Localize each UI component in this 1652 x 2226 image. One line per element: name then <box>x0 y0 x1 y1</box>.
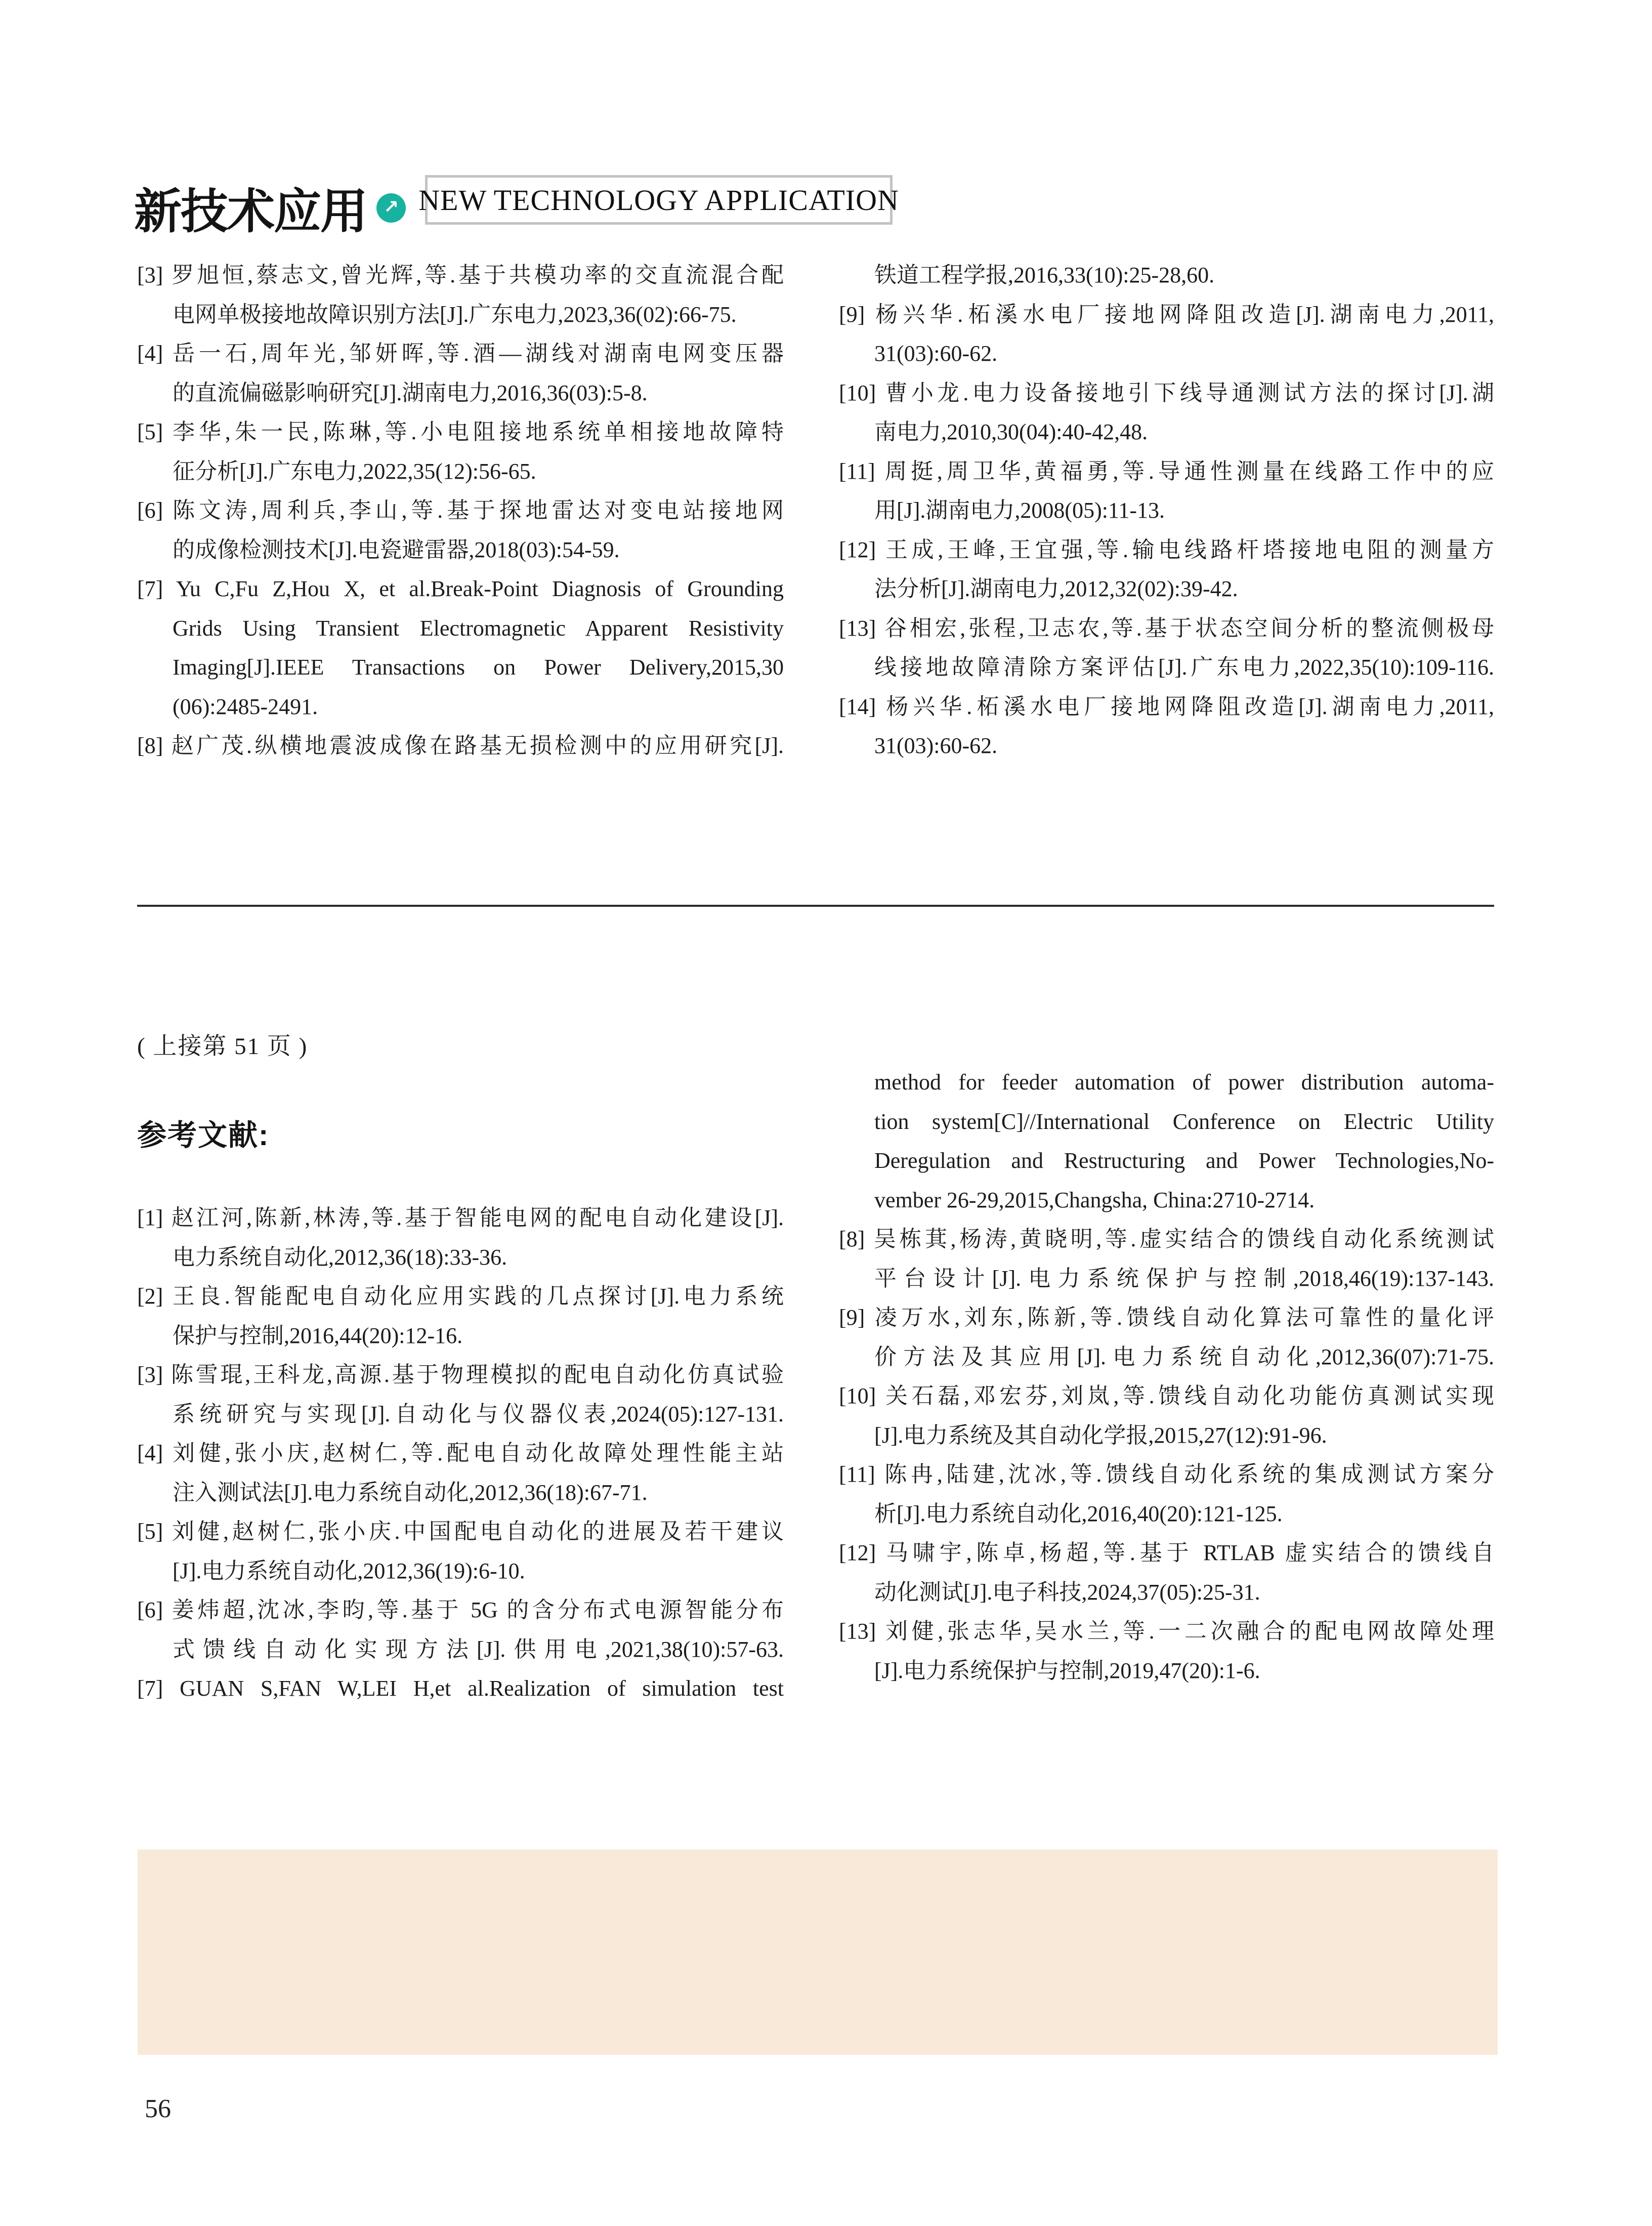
reference-line: [10] 关石磊,邓宏芬,刘岚,等.馈线自动化功能仿真测试实现 <box>839 1383 1494 1408</box>
reference-line: [J].电力系统自动化,2012,36(19):6-10. <box>173 1558 525 1583</box>
reference-line: 系统研究与实现[J].自动化与仪器仪表,2024(05):127-131. <box>173 1401 784 1426</box>
reference-line: [J].电力系统保护与控制,2019,47(20):1-6. <box>874 1658 1260 1683</box>
reference-line: [9] 凌万水,刘东,陈新,等.馈线自动化算法可靠性的量化评 <box>839 1305 1494 1330</box>
reference-line: 价方法及其应用[J].电力系统自动化,2012,36(07):71-75. <box>874 1344 1494 1369</box>
reference-line: [3] 陈雪琨,王科龙,高源.基于物理模拟的配电自动化仿真试验 <box>137 1362 784 1387</box>
reference-line: 征分析[J].广东电力,2022,35(12):56-65. <box>173 458 536 484</box>
reference-line: [6] 陈文涛,周利兵,李山,等.基于探地雷达对变电站接地网 <box>137 498 784 523</box>
reference-line: [3] 罗旭恒,蔡志文,曾光辉,等.基于共模功率的交直流混合配 <box>137 263 784 287</box>
reference-line: 用[J].湖南电力,2008(05):11-13. <box>874 498 1165 523</box>
section-title-box <box>418 175 899 225</box>
reference-line: [8] 吴栋萁,杨涛,黄晓明,等.虚实结合的馈线自动化系统测试 <box>839 1227 1494 1251</box>
reference-line: tion system[C]//International Conference on Electric Utility <box>874 1109 1494 1134</box>
reference-line: [5] 李华,朱一民,陈琳,等.小电阻接地系统单相接地故障特 <box>137 419 784 444</box>
page-title-en: NEW TECHNOLOGY APPLICATION <box>418 183 899 217</box>
reference-line: [4] 岳一石,周年光,邹妍晖,等.酒—湖线对湖南电网变压器 <box>137 341 784 366</box>
reference-line: [9] 杨兴华.柘溪水电厂接地网降阻改造[J].湖南电力,2011, <box>839 302 1494 327</box>
arrow-up-right-icon: ↗ <box>383 197 399 218</box>
reference-line: [8] 赵广茂.纵横地震波成像在路基无损检测中的应用研究[J]. <box>137 733 784 758</box>
references-bottom-right-column <box>839 1063 1494 1690</box>
reference-line: 的成像检测技术[J].电瓷避雷器,2018(03):54-59. <box>173 537 620 562</box>
reference-line: [10] 曹小龙.电力设备接地引下线导通测试方法的探讨[J].湖 <box>839 380 1494 405</box>
reference-line: 电力系统自动化,2012,36(18):33-36. <box>173 1244 507 1270</box>
arrow-badge <box>376 193 406 223</box>
reference-line: 31(03):60-62. <box>874 341 998 366</box>
reference-line: [13] 谷相宏,张程,卫志农,等.基于状态空间分析的整流侧极母 <box>839 615 1494 641</box>
reference-line: 31(03):60-62. <box>874 733 998 758</box>
reference-line: [4] 刘健,张小庆,赵树仁,等.配电自动化故障处理性能主站 <box>137 1441 784 1465</box>
page-title: 新技术应用 <box>134 185 367 238</box>
reference-line: [13] 刘健,张志华,吴水兰,等.一二次融合的配电网故障处理 <box>839 1619 1494 1644</box>
reference-line: [2] 王良.智能配电自动化应用实践的几点探讨[J].电力系统 <box>137 1284 784 1309</box>
reference-line: Imaging[J].IEEE Transactions on Power Delivery,2015,30 <box>173 655 784 680</box>
reference-line: [12] 王成,王峰,王宜强,等.输电线路杆塔接地电阻的测量方 <box>839 537 1494 562</box>
reference-line: [11] 陈冉,陆建,沈冰,等.馈线自动化系统的集成测试方案分 <box>839 1462 1494 1487</box>
reference-line: [J].电力系统及其自动化学报,2015,27(12):91-96. <box>874 1422 1327 1448</box>
reference-line: 铁道工程学报,2016,33(10):25-28,60. <box>874 263 1215 287</box>
reference-line: [7] Yu C,Fu Z,Hou X, et al.Break-Point Diagnosis of Grounding <box>137 576 784 601</box>
reference-line: [11] 周挺,周卫华,黄福勇,等.导通性测量在线路工作中的应 <box>839 458 1494 484</box>
reference-line: 保护与控制,2016,44(20):12-16. <box>173 1323 463 1348</box>
reference-line: 动化测试[J].电子科技,2024,37(05):25-31. <box>874 1579 1260 1605</box>
references-top-left-column <box>137 256 784 766</box>
references-bottom-left-column <box>137 1198 784 1708</box>
page-number: 56 <box>145 2094 171 2123</box>
reference-line: method for feeder automation of power distribution automa- <box>874 1070 1494 1095</box>
reference-line: [14] 杨兴华.柘溪水电厂接地网降阻改造[J].湖南电力,2011, <box>839 694 1494 719</box>
reference-line: Deregulation and Restructuring and Power Technologies,No- <box>874 1148 1494 1173</box>
reference-line: 的直流偏磁影响研究[J].湖南电力,2016,36(03):5-8. <box>173 380 648 405</box>
reference-line: Grids Using Transient Electromagnetic Apparent Resistivity <box>173 615 784 641</box>
references-top-right-column <box>839 256 1494 766</box>
reference-line: 线接地故障清除方案评估[J].广东电力,2022,35(10):109-116. <box>874 655 1494 680</box>
reference-line: 式馈线自动化实现方法[J].供用电,2021,38(10):57-63. <box>173 1636 784 1662</box>
reference-line: [5] 刘健,赵树仁,张小庆.中国配电自动化的进展及若干建议 <box>137 1519 784 1544</box>
reference-line: [12] 马啸宇,陈卓,杨超,等.基于 RTLAB 虚实结合的馈线自 <box>839 1540 1494 1565</box>
reference-line: 平台设计[J].电力系统保护与控制,2018,46(19):137-143. <box>874 1266 1494 1291</box>
reference-line: 南电力,2010,30(04):40-42,48. <box>874 419 1148 444</box>
reference-line: vember 26-29,2015,Changsha, China:2710-2714. <box>874 1187 1315 1212</box>
reference-line: (06):2485-2491. <box>173 694 318 719</box>
reference-line: 电网单极接地故障识别方法[J].广东电力,2023,36(02):66-75. <box>173 302 737 327</box>
continued-note: ( 上接第 51 页 ) <box>137 1033 308 1060</box>
reference-line: [6] 姜炜超,沈冰,李昀,等.基于 5G 的含分布式电源智能分布 <box>137 1598 784 1622</box>
reference-line: 析[J].电力系统自动化,2016,40(20):121-125. <box>874 1501 1283 1526</box>
reference-line: 注入测试法[J].电力系统自动化,2012,36(18):67-71. <box>173 1480 648 1505</box>
advertisement-panel <box>138 1850 1498 2055</box>
reference-line: [1] 赵江河,陈新,林涛,等.基于智能电网的配电自动化建设[J]. <box>137 1205 784 1230</box>
reference-line: 法分析[J].湖南电力,2012,32(02):39-42. <box>874 576 1238 601</box>
reference-line: [7] GUAN S,FAN W,LEI H,et al.Realization of simulation test <box>137 1676 784 1701</box>
references-heading: 参考文献: <box>137 1119 270 1152</box>
section-divider <box>137 905 1494 907</box>
